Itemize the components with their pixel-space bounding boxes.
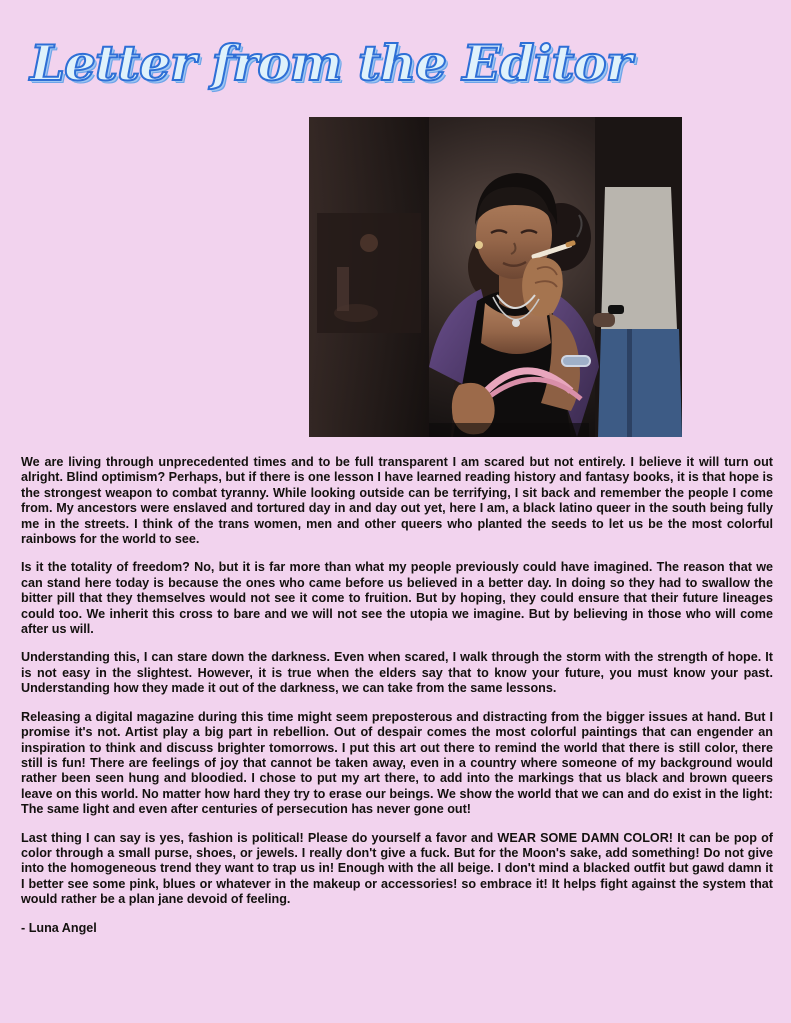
article-paragraph: Last thing I can say is yes, fashion is political! Please do yourself a favor and WEAR SOME DAMN COLOR! It can be pop of color through a small purse, shoes, or jewels. I really don't give a fuck. But for the Moon's sake, add something! Do not give into the homogeneous trend they want to trap us in! Enough with the all beige. I don't mind a blacked outfit but gawd damn it I better see some pink, blues or whatever in the makeup or accessories! so embrace it! It helps fight against the system that would rather be a plan jane devoid of feeling.: [21, 830, 773, 907]
article-body: [21, 455, 773, 936]
author-signature: - Luna Angel: [21, 920, 97, 935]
article-paragraph: We are living through unprecedented times and to be full transparent I am scared but not entirely. I believe it will turn out alright. Blind optimism? Perhaps, but if there is one lesson I have learned reading history and fantasy books, it is that hope is the strongest weapon to combat tyranny. While looking outside can be terrifying, I sit back and remember the people I come from. My ancestors were enslaved and tortured day in and day out yet, here I am, a black latino queer in the south being fully me in the streets. I think of the trans women, men and other queers who planted the seeds to let us be the most colorful rainbows for the world to see.: [21, 455, 773, 547]
editor-photo: [309, 117, 682, 437]
article-paragraph: Releasing a digital magazine during this time might seem preposterous and distracting from the bigger issues at hand. But I promise it's not. Artist play a big part in rebellion. Out of despair comes the most colorful paintings that can engender an inspiration to think and discuss brighter tomorrows. I put this art out there to remind the world that there is still color, there still is fun! There are feelings of joy that cannot be taken away, even in a country where someone of my background would rather been seen hung and bloodied. I chose to put my art there, to add into the markings that us black and brown queers leave on this world. No matter how hard they try to erase our beings. We show the world that we can and do exist in the light: The same light and even after centuries of persecution has never gone out!: [21, 709, 773, 817]
page-title-container: [30, 34, 750, 96]
article-paragraph: Understanding this, I can stare down the darkness. Even when scared, I walk through the storm with the strength of hope. It is not easy in the slightest. However, it is true when the elders say that to know your future, you must know your past. Understanding how they made it out of the darkness, we can take from the same lessons.: [21, 650, 773, 696]
page-title: Letter from the Editor: [30, 34, 632, 92]
editor-photo-image: [309, 117, 682, 437]
article-paragraph: Is it the totality of freedom? No, but it is far more than what my people previously could have imagined. The reason that we can stand here today is because the ones who came before us believed in a better day. In doing so they had to swallow the bitter pill that they themselves would not see it come to fruition. But by hoping, they could ensure that their future lineages could too. We inherit this cross to bare and we will not see the utopia we imagine. But by believing in those who will come after us will.: [21, 560, 773, 637]
